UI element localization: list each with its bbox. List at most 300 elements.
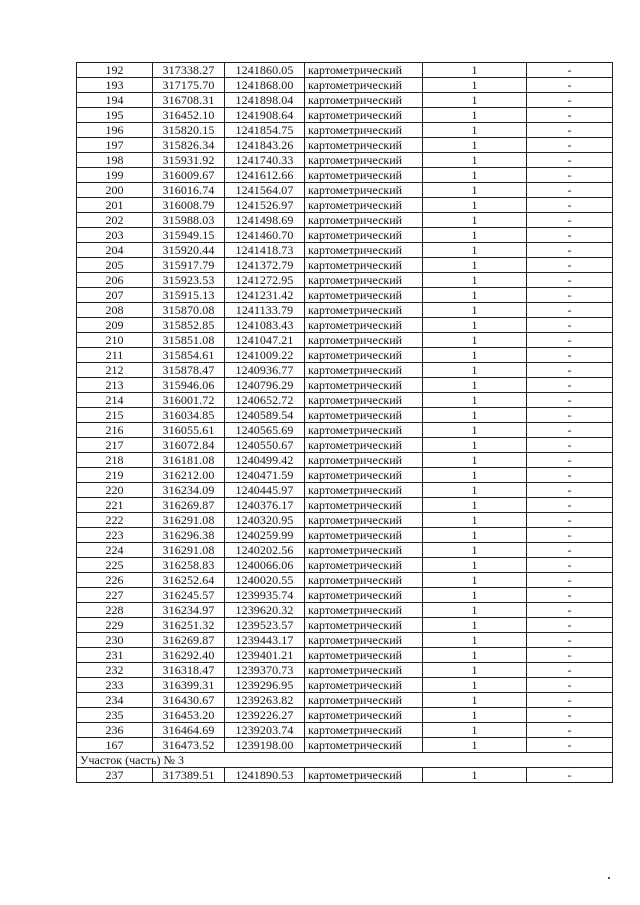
coord-x-cell: 316399.31 — [153, 678, 225, 693]
count-cell: 1 — [423, 363, 527, 378]
coord-x-cell: 316296.38 — [153, 528, 225, 543]
coord-y-cell: 1240259.99 — [225, 528, 305, 543]
dash-mark-cell: - — [527, 183, 613, 198]
coord-y-cell: 1241047.21 — [225, 333, 305, 348]
dash-mark-cell: - — [527, 588, 613, 603]
point-number-cell: 217 — [77, 438, 153, 453]
count-cell: 1 — [423, 633, 527, 648]
coord-x-cell: 315920.44 — [153, 243, 225, 258]
coord-y-cell: 1240471.59 — [225, 468, 305, 483]
count-cell: 1 — [423, 153, 527, 168]
count-cell: 1 — [423, 723, 527, 738]
coord-x-cell: 315870.08 — [153, 303, 225, 318]
count-cell: 1 — [423, 453, 527, 468]
coord-y-cell: 1239620.32 — [225, 603, 305, 618]
method-cell: картометрический — [305, 63, 423, 78]
dash-mark-cell: - — [527, 318, 613, 333]
table-row — [77, 633, 613, 648]
coord-y-cell: 1241890.53 — [225, 768, 305, 783]
count-cell: 1 — [423, 708, 527, 723]
coord-x-cell: 316269.87 — [153, 498, 225, 513]
point-number-cell: 226 — [77, 573, 153, 588]
count-cell: 1 — [423, 408, 527, 423]
method-cell: картометрический — [305, 633, 423, 648]
dash-mark-cell: - — [527, 768, 613, 783]
count-cell: 1 — [423, 573, 527, 588]
point-number-cell: 207 — [77, 288, 153, 303]
coord-x-cell: 315946.06 — [153, 378, 225, 393]
point-number-cell: 167 — [77, 738, 153, 753]
coord-y-cell: 1239523.57 — [225, 618, 305, 633]
table-row — [77, 453, 613, 468]
count-cell: 1 — [423, 603, 527, 618]
coord-y-cell: 1240936.77 — [225, 363, 305, 378]
count-cell: 1 — [423, 528, 527, 543]
dash-mark-cell: - — [527, 438, 613, 453]
method-cell: картометрический — [305, 768, 423, 783]
coord-y-cell: 1241418.73 — [225, 243, 305, 258]
table-row — [77, 393, 613, 408]
coord-y-cell: 1239226.27 — [225, 708, 305, 723]
table-row — [77, 678, 613, 693]
count-cell: 1 — [423, 168, 527, 183]
table-row — [77, 558, 613, 573]
method-cell: картометрический — [305, 498, 423, 513]
count-cell: 1 — [423, 123, 527, 138]
method-cell: картометрический — [305, 93, 423, 108]
coord-y-cell: 1240320.95 — [225, 513, 305, 528]
method-cell: картометрический — [305, 738, 423, 753]
coord-y-cell: 1241498.69 — [225, 213, 305, 228]
count-cell: 1 — [423, 378, 527, 393]
coord-y-cell: 1240589.54 — [225, 408, 305, 423]
method-cell: картометрический — [305, 528, 423, 543]
coord-x-cell: 315826.34 — [153, 138, 225, 153]
coord-x-cell: 316008.79 — [153, 198, 225, 213]
coord-x-cell: 315988.03 — [153, 213, 225, 228]
table-row — [77, 108, 613, 123]
dash-mark-cell: - — [527, 168, 613, 183]
coord-y-cell: 1239443.17 — [225, 633, 305, 648]
count-cell: 1 — [423, 93, 527, 108]
coord-y-cell: 1239370.73 — [225, 663, 305, 678]
coord-y-cell: 1241526.97 — [225, 198, 305, 213]
count-cell: 1 — [423, 258, 527, 273]
table-row — [77, 588, 613, 603]
dash-mark-cell: - — [527, 228, 613, 243]
count-cell: 1 — [423, 318, 527, 333]
dash-mark-cell: - — [527, 78, 613, 93]
coord-y-cell: 1241612.66 — [225, 168, 305, 183]
coord-y-cell: 1241854.75 — [225, 123, 305, 138]
coord-x-cell: 317338.27 — [153, 63, 225, 78]
coordinates-table — [76, 62, 613, 783]
scan-speck — [608, 877, 610, 879]
dash-mark-cell: - — [527, 513, 613, 528]
dash-mark-cell: - — [527, 723, 613, 738]
method-cell: картометрический — [305, 453, 423, 468]
point-number-cell: 200 — [77, 183, 153, 198]
coord-x-cell: 315854.61 — [153, 348, 225, 363]
table-row — [77, 618, 613, 633]
table-row — [77, 138, 613, 153]
coord-y-cell: 1240202.56 — [225, 543, 305, 558]
dash-mark-cell: - — [527, 213, 613, 228]
coord-x-cell: 316055.61 — [153, 423, 225, 438]
method-cell: картометрический — [305, 438, 423, 453]
method-cell: картометрический — [305, 543, 423, 558]
count-cell: 1 — [423, 183, 527, 198]
section-header — [77, 753, 613, 768]
count-cell: 1 — [423, 678, 527, 693]
coord-y-cell: 1240565.69 — [225, 423, 305, 438]
dash-mark-cell: - — [527, 333, 613, 348]
point-number-cell: 205 — [77, 258, 153, 273]
method-cell: картометрический — [305, 258, 423, 273]
table-row — [77, 348, 613, 363]
point-number-cell: 221 — [77, 498, 153, 513]
point-number-cell: 228 — [77, 603, 153, 618]
method-cell: картометрический — [305, 573, 423, 588]
dash-mark-cell: - — [527, 288, 613, 303]
point-number-cell: 237 — [77, 768, 153, 783]
count-cell: 1 — [423, 303, 527, 318]
method-cell: картометрический — [305, 273, 423, 288]
method-cell: картометрический — [305, 663, 423, 678]
count-cell: 1 — [423, 498, 527, 513]
count-cell: 1 — [423, 393, 527, 408]
table-row — [77, 213, 613, 228]
point-number-cell: 194 — [77, 93, 153, 108]
point-number-cell: 199 — [77, 168, 153, 183]
coord-x-cell: 316464.69 — [153, 723, 225, 738]
coord-x-cell: 316292.40 — [153, 648, 225, 663]
method-cell: картометрический — [305, 558, 423, 573]
count-cell: 1 — [423, 78, 527, 93]
count-cell: 1 — [423, 273, 527, 288]
count-cell: 1 — [423, 138, 527, 153]
dash-mark-cell: - — [527, 708, 613, 723]
point-number-cell: 219 — [77, 468, 153, 483]
coord-x-cell: 316072.84 — [153, 438, 225, 453]
coord-y-cell: 1239401.21 — [225, 648, 305, 663]
count-cell: 1 — [423, 213, 527, 228]
dash-mark-cell: - — [527, 393, 613, 408]
method-cell: картометрический — [305, 243, 423, 258]
count-cell: 1 — [423, 438, 527, 453]
method-cell: картометрический — [305, 408, 423, 423]
coord-x-cell: 316269.87 — [153, 633, 225, 648]
method-cell: картометрический — [305, 483, 423, 498]
point-number-cell: 197 — [77, 138, 153, 153]
coord-y-cell: 1239198.00 — [225, 738, 305, 753]
table-row — [77, 513, 613, 528]
coord-y-cell: 1241372.79 — [225, 258, 305, 273]
coord-y-cell: 1241133.79 — [225, 303, 305, 318]
table-row — [77, 243, 613, 258]
method-cell: картометрический — [305, 138, 423, 153]
dash-mark-cell: - — [527, 63, 613, 78]
point-number-cell: 227 — [77, 588, 153, 603]
coord-x-cell: 316212.00 — [153, 468, 225, 483]
table-row — [77, 318, 613, 333]
method-cell: картометрический — [305, 603, 423, 618]
dash-mark-cell: - — [527, 303, 613, 318]
coord-y-cell: 1241083.43 — [225, 318, 305, 333]
method-cell: картометрический — [305, 288, 423, 303]
coord-x-cell: 315917.79 — [153, 258, 225, 273]
count-cell: 1 — [423, 483, 527, 498]
point-number-cell: 192 — [77, 63, 153, 78]
count-cell: 1 — [423, 333, 527, 348]
point-number-cell: 209 — [77, 318, 153, 333]
coord-y-cell: 1241843.26 — [225, 138, 305, 153]
point-number-cell: 204 — [77, 243, 153, 258]
dash-mark-cell: - — [527, 468, 613, 483]
dash-mark-cell: - — [527, 138, 613, 153]
method-cell: картометрический — [305, 183, 423, 198]
method-cell: картометрический — [305, 303, 423, 318]
point-number-cell: 206 — [77, 273, 153, 288]
method-cell: картометрический — [305, 618, 423, 633]
table-row — [77, 708, 613, 723]
coordinates-rows-part-3 — [77, 768, 613, 783]
dash-mark-cell: - — [527, 408, 613, 423]
coord-x-cell: 315931.92 — [153, 153, 225, 168]
count-cell: 1 — [423, 693, 527, 708]
coord-x-cell: 316034.85 — [153, 408, 225, 423]
coord-y-cell: 1241860.05 — [225, 63, 305, 78]
table-row — [77, 468, 613, 483]
coord-y-cell: 1241908.64 — [225, 108, 305, 123]
method-cell: картометрический — [305, 678, 423, 693]
dash-mark-cell: - — [527, 693, 613, 708]
coord-y-cell: 1240652.72 — [225, 393, 305, 408]
count-cell: 1 — [423, 588, 527, 603]
coord-y-cell: 1240066.06 — [225, 558, 305, 573]
coord-x-cell: 316245.57 — [153, 588, 225, 603]
table-row — [77, 483, 613, 498]
table-row — [77, 648, 613, 663]
method-cell: картометрический — [305, 123, 423, 138]
table-row — [77, 528, 613, 543]
document-page — [76, 62, 612, 783]
dash-mark-cell: - — [527, 273, 613, 288]
coord-x-cell: 315949.15 — [153, 228, 225, 243]
coord-x-cell: 315878.47 — [153, 363, 225, 378]
coord-x-cell: 316016.74 — [153, 183, 225, 198]
coord-y-cell: 1239203.74 — [225, 723, 305, 738]
coord-y-cell: 1241740.33 — [225, 153, 305, 168]
table-row — [77, 738, 613, 753]
count-cell: 1 — [423, 663, 527, 678]
coord-x-cell: 316291.08 — [153, 513, 225, 528]
table-row — [77, 543, 613, 558]
coord-y-cell: 1239263.82 — [225, 693, 305, 708]
section-label: Участок (часть) № 3 — [77, 753, 613, 768]
section-row — [77, 753, 613, 768]
point-number-cell: 231 — [77, 648, 153, 663]
table-row — [77, 423, 613, 438]
method-cell: картометрический — [305, 363, 423, 378]
method-cell: картометрический — [305, 588, 423, 603]
method-cell: картометрический — [305, 198, 423, 213]
method-cell: картометрический — [305, 468, 423, 483]
coord-x-cell: 316001.72 — [153, 393, 225, 408]
dash-mark-cell: - — [527, 558, 613, 573]
point-number-cell: 225 — [77, 558, 153, 573]
table-row — [77, 78, 613, 93]
point-number-cell: 196 — [77, 123, 153, 138]
dash-mark-cell: - — [527, 378, 613, 393]
coord-x-cell: 315852.85 — [153, 318, 225, 333]
coord-x-cell: 316453.20 — [153, 708, 225, 723]
table-row — [77, 333, 613, 348]
coord-x-cell: 315820.15 — [153, 123, 225, 138]
dash-mark-cell: - — [527, 363, 613, 378]
count-cell: 1 — [423, 468, 527, 483]
table-row — [77, 498, 613, 513]
dash-mark-cell: - — [527, 93, 613, 108]
count-cell: 1 — [423, 513, 527, 528]
point-number-cell: 232 — [77, 663, 153, 678]
coord-y-cell: 1240020.55 — [225, 573, 305, 588]
table-row — [77, 378, 613, 393]
coord-x-cell: 316252.64 — [153, 573, 225, 588]
coord-y-cell: 1240445.97 — [225, 483, 305, 498]
method-cell: картометрический — [305, 693, 423, 708]
coord-x-cell: 316452.10 — [153, 108, 225, 123]
point-number-cell: 214 — [77, 393, 153, 408]
coord-y-cell: 1239296.95 — [225, 678, 305, 693]
coord-x-cell: 315923.53 — [153, 273, 225, 288]
point-number-cell: 211 — [77, 348, 153, 363]
point-number-cell: 203 — [77, 228, 153, 243]
dash-mark-cell: - — [527, 648, 613, 663]
dash-mark-cell: - — [527, 573, 613, 588]
count-cell: 1 — [423, 348, 527, 363]
count-cell: 1 — [423, 618, 527, 633]
dash-mark-cell: - — [527, 108, 613, 123]
coord-y-cell: 1241564.07 — [225, 183, 305, 198]
table-row — [77, 168, 613, 183]
coord-x-cell: 316473.52 — [153, 738, 225, 753]
dash-mark-cell: - — [527, 258, 613, 273]
table-row — [77, 438, 613, 453]
coord-y-cell: 1241009.22 — [225, 348, 305, 363]
count-cell: 1 — [423, 108, 527, 123]
point-number-cell: 224 — [77, 543, 153, 558]
method-cell: картометрический — [305, 108, 423, 123]
coord-y-cell: 1240499.42 — [225, 453, 305, 468]
method-cell: картометрический — [305, 708, 423, 723]
count-cell: 1 — [423, 648, 527, 663]
point-number-cell: 220 — [77, 483, 153, 498]
dash-mark-cell: - — [527, 528, 613, 543]
count-cell: 1 — [423, 423, 527, 438]
point-number-cell: 235 — [77, 708, 153, 723]
count-cell: 1 — [423, 243, 527, 258]
coord-x-cell: 317175.70 — [153, 78, 225, 93]
point-number-cell: 218 — [77, 453, 153, 468]
dash-mark-cell: - — [527, 123, 613, 138]
table-row — [77, 123, 613, 138]
coord-y-cell: 1241460.70 — [225, 228, 305, 243]
point-number-cell: 216 — [77, 423, 153, 438]
count-cell: 1 — [423, 768, 527, 783]
point-number-cell: 210 — [77, 333, 153, 348]
count-cell: 1 — [423, 198, 527, 213]
dash-mark-cell: - — [527, 633, 613, 648]
table-row — [77, 183, 613, 198]
dash-mark-cell: - — [527, 348, 613, 363]
table-row — [77, 573, 613, 588]
dash-mark-cell: - — [527, 618, 613, 633]
table-row — [77, 288, 613, 303]
coord-x-cell: 316291.08 — [153, 543, 225, 558]
method-cell: картометрический — [305, 153, 423, 168]
dash-mark-cell: - — [527, 243, 613, 258]
coord-y-cell: 1241231.42 — [225, 288, 305, 303]
coord-x-cell: 317389.51 — [153, 768, 225, 783]
method-cell: картометрический — [305, 318, 423, 333]
coord-x-cell: 316009.67 — [153, 168, 225, 183]
point-number-cell: 215 — [77, 408, 153, 423]
method-cell: картометрический — [305, 168, 423, 183]
coord-x-cell: 316234.09 — [153, 483, 225, 498]
coord-x-cell: 316234.97 — [153, 603, 225, 618]
table-row — [77, 408, 613, 423]
table-row — [77, 723, 613, 738]
table-row — [77, 273, 613, 288]
point-number-cell: 198 — [77, 153, 153, 168]
method-cell: картометрический — [305, 513, 423, 528]
dash-mark-cell: - — [527, 483, 613, 498]
table-row — [77, 153, 613, 168]
point-number-cell: 222 — [77, 513, 153, 528]
method-cell: картометрический — [305, 393, 423, 408]
coord-x-cell: 316318.47 — [153, 663, 225, 678]
count-cell: 1 — [423, 288, 527, 303]
point-number-cell: 193 — [77, 78, 153, 93]
count-cell: 1 — [423, 543, 527, 558]
coord-x-cell: 315851.08 — [153, 333, 225, 348]
table-row — [77, 93, 613, 108]
count-cell: 1 — [423, 228, 527, 243]
dash-mark-cell: - — [527, 678, 613, 693]
coord-y-cell: 1240796.29 — [225, 378, 305, 393]
point-number-cell: 229 — [77, 618, 153, 633]
coord-x-cell: 316251.32 — [153, 618, 225, 633]
point-number-cell: 236 — [77, 723, 153, 738]
point-number-cell: 230 — [77, 633, 153, 648]
dash-mark-cell: - — [527, 498, 613, 513]
method-cell: картометрический — [305, 333, 423, 348]
dash-mark-cell: - — [527, 423, 613, 438]
method-cell: картометрический — [305, 213, 423, 228]
coord-x-cell: 316181.08 — [153, 453, 225, 468]
method-cell: картометрический — [305, 648, 423, 663]
point-number-cell: 233 — [77, 678, 153, 693]
coord-y-cell: 1241272.95 — [225, 273, 305, 288]
point-number-cell: 202 — [77, 213, 153, 228]
coord-y-cell: 1240550.67 — [225, 438, 305, 453]
dash-mark-cell: - — [527, 543, 613, 558]
coord-x-cell: 315915.13 — [153, 288, 225, 303]
coord-y-cell: 1241898.04 — [225, 93, 305, 108]
method-cell: картометрический — [305, 378, 423, 393]
dash-mark-cell: - — [527, 198, 613, 213]
